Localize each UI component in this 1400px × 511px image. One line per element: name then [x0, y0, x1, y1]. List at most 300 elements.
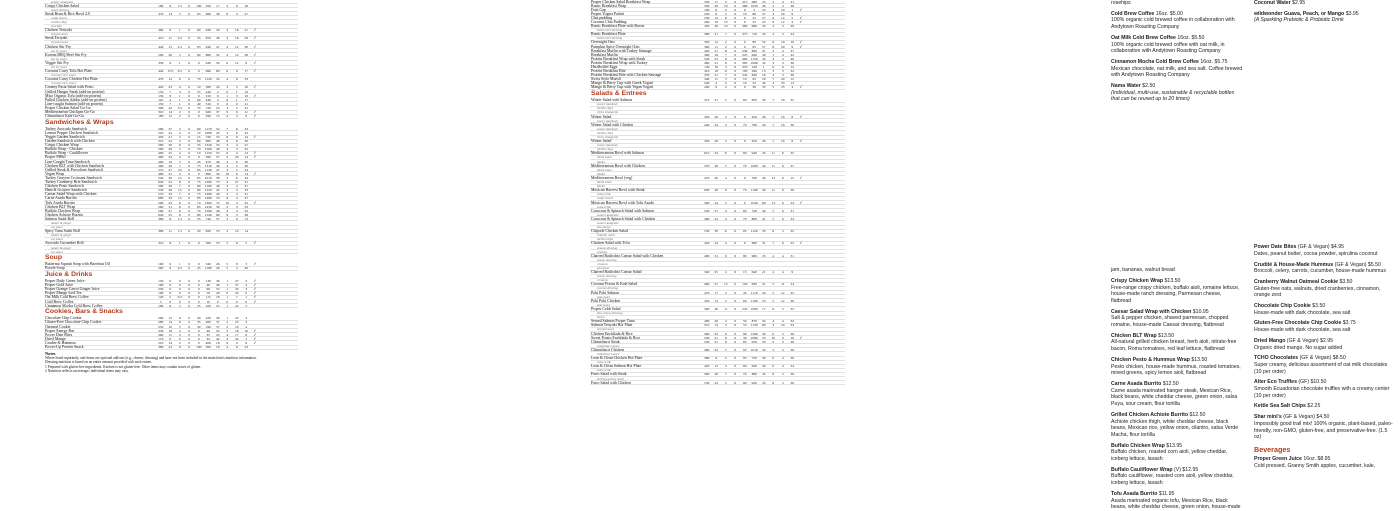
- nutrient-value: 140: [704, 65, 710, 69]
- nutrient-value: 25: [762, 19, 766, 24]
- nutrient-value: 8: [178, 212, 181, 217]
- item-name: Butternut Squash Soup with Hazelnut Oil: [45, 262, 110, 267]
- nutrient-value: 23: [762, 253, 766, 258]
- nutrient-value: 5: [226, 241, 229, 246]
- nutrient-value: 7: [178, 184, 181, 189]
- nutrient-value: 3: [724, 65, 727, 69]
- item-name: Coconut Curry Chicken Hot Plate: [45, 77, 98, 82]
- nutrient-value: 1120: [204, 77, 212, 82]
- nutrient-value: 34: [235, 336, 239, 341]
- vegan-check: ✓: [253, 299, 257, 304]
- nutrient-value: 48: [216, 208, 220, 213]
- nutrient-value: 4: [791, 19, 794, 24]
- nutrient-value: 6: [715, 85, 718, 90]
- nutrient-value: 2: [724, 298, 727, 303]
- nutrient-value: 430: [205, 97, 211, 102]
- nutrient-value: 22: [790, 52, 794, 57]
- nutrient-value: 7: [235, 295, 238, 300]
- section-heading: Soup: [45, 254, 62, 262]
- nutrient-value: 480: [704, 347, 710, 352]
- nutrient-value: 7: [226, 126, 229, 131]
- nutrient-value: 1: [245, 336, 248, 341]
- nutrient-value: 53: [216, 135, 220, 139]
- nutrient-value: 18: [714, 69, 718, 74]
- nutrient-value: 22: [168, 180, 172, 185]
- nutrient-value: 3: [226, 208, 229, 213]
- nutrient-value: 10: [206, 291, 210, 296]
- item-description: Broccoli, celery, carrots, cucumber, house-made hummus: [1254, 268, 1386, 275]
- nutrient-value: 5: [772, 339, 775, 344]
- nutrient-value: 0: [734, 98, 737, 103]
- nutrient-value: 0: [188, 212, 191, 217]
- nutrient-value: 15.5: [167, 69, 174, 74]
- nutrient-value: 2: [178, 332, 181, 337]
- nutrient-value: 0: [197, 69, 200, 74]
- menu-item-title: [1254, 11, 1394, 18]
- item-name: savory hazelnuts: [597, 102, 618, 107]
- nutrient-value: 380: [742, 3, 748, 8]
- nutrient-value: 4: [781, 3, 784, 8]
- nutrient-value: 0: [188, 36, 191, 41]
- nutrient-value: 0: [743, 114, 746, 119]
- nutrient-value: 4: [226, 77, 229, 82]
- nutrient-value: 31: [168, 204, 172, 209]
- nutrient-value: 11: [771, 151, 775, 156]
- nutrient-value: 36: [790, 372, 794, 377]
- item-name: Chimichurri Chicken: [591, 347, 624, 352]
- nutrient-value: 0: [734, 69, 737, 74]
- nutrient-value: 0: [169, 336, 172, 341]
- menu-item: [1111, 467, 1243, 487]
- nutrient-value: 8: [226, 11, 229, 16]
- nutrient-value: 34: [714, 151, 718, 156]
- nutrient-value: 35: [790, 306, 794, 311]
- nutrient-value: 31: [244, 180, 248, 185]
- nutrient-value: 70: [743, 163, 747, 168]
- notes-block: [44, 350, 298, 374]
- vegan-check: ✓: [799, 139, 803, 144]
- menu-item: [1111, 35, 1243, 55]
- nutrient-value: 0: [734, 73, 737, 78]
- nutrient-value: 85: [743, 229, 747, 234]
- nutrient-value: 2: [772, 24, 775, 29]
- nutrient-value: 27: [168, 126, 172, 131]
- nutrient-value: 590: [158, 147, 164, 152]
- nutrient-value: 9: [169, 241, 172, 246]
- item-name: parmesan: [597, 266, 610, 270]
- nutrient-value: 13: [714, 298, 718, 303]
- nutrient-value: 27: [244, 28, 248, 33]
- nutrient-value: 1280: [204, 192, 212, 197]
- nutrient-value: 0: [188, 28, 191, 33]
- nutrient-value: 0: [734, 188, 737, 193]
- nutrient-value: 33: [781, 81, 785, 86]
- nutrient-value: 0: [197, 287, 200, 292]
- nutrient-value: 390: [704, 356, 710, 361]
- nutrient-value: 24: [235, 291, 239, 296]
- nutrient-value: 5: [178, 52, 181, 57]
- nutrient-value: 24: [790, 200, 794, 205]
- nutrient-value: 56: [762, 188, 766, 193]
- vegan-check: ✓: [253, 332, 257, 337]
- nutrient-value: 0: [188, 110, 191, 115]
- nutrient-value: 11: [724, 306, 728, 311]
- menu-item-title: [1254, 279, 1394, 286]
- item-name: tamari & ginger: [51, 245, 72, 250]
- nutrient-value: 0: [734, 65, 737, 69]
- nutrient-value: 14: [235, 52, 239, 57]
- nutrient-value: 43: [762, 151, 766, 156]
- nutrient-value: 28: [762, 139, 766, 144]
- nutrient-value: 5: [772, 208, 775, 213]
- nutrient-value: 3: [226, 167, 229, 172]
- menu-block-last: [1254, 456, 1394, 469]
- nutrient-value: 400: [742, 56, 748, 61]
- nutrient-value: 6: [169, 28, 172, 33]
- nutrient-value: 12: [714, 40, 718, 45]
- nutrient-value: 21: [168, 171, 172, 176]
- nutrient-value: 40: [197, 316, 201, 321]
- item-name: Chicken BLT Wrap: [45, 204, 76, 209]
- nutrient-value: 0: [734, 282, 737, 287]
- nutrient-value: 6: [772, 331, 775, 336]
- nutrient-value: 940: [205, 44, 211, 49]
- nutrient-value: 47: [216, 44, 220, 49]
- item-name: Charred Radicchio Caesar Salad with Chicken: [591, 253, 664, 258]
- item-name: tahini sauce: [597, 155, 613, 160]
- nutrient-value: 70: [197, 77, 201, 82]
- nutrient-value: 830: [751, 282, 757, 287]
- nutrient-value: 3: [772, 7, 775, 12]
- nutrient-value: 390: [205, 155, 211, 160]
- nutrient-value: 6: [781, 175, 784, 180]
- nutrient-value: 4: [178, 151, 181, 156]
- nutrient-value: 10: [225, 171, 229, 176]
- nutrient-value: 3: [724, 139, 727, 144]
- nutrient-value: 50: [762, 77, 766, 82]
- nutrient-value: 1190: [750, 188, 758, 193]
- nutrient-value: 45: [743, 290, 747, 295]
- nutrient-value: 0: [734, 323, 737, 328]
- vegan-check: ✓: [799, 241, 803, 246]
- nutrient-value: 0: [743, 19, 746, 24]
- nutrient-value: 490: [158, 151, 164, 156]
- item-price: $13.50: [1164, 277, 1181, 284]
- nutrient-value: 1: [178, 262, 181, 267]
- menu-item: [1254, 355, 1394, 375]
- nutrient-value: 6: [216, 93, 219, 98]
- item-name: Cinnamon Mocha Cold Brew Coffee: [45, 303, 103, 308]
- item-name: tortilla chips: [51, 19, 67, 24]
- nutrient-value: 15: [743, 270, 747, 275]
- nutrient-value: 560: [205, 345, 211, 349]
- menu-item: [1254, 456, 1394, 469]
- nutrient-value: 6: [772, 306, 775, 311]
- nutrient-value: 3: [226, 105, 229, 110]
- menu-item: [1254, 244, 1394, 257]
- nutrient-value: 0: [724, 7, 727, 12]
- item-name: Ham & Gruyere Sandwich: [45, 188, 87, 193]
- nutrient-value: 8: [226, 135, 229, 139]
- nutrient-value: 14: [714, 323, 718, 328]
- nutrient-value: 12: [714, 15, 718, 20]
- item-name: Nama Water: [1111, 83, 1141, 90]
- nutrient-value: 8: [724, 56, 727, 61]
- nutrient-value: 32: [244, 130, 248, 135]
- nutrient-value: 15: [790, 175, 794, 180]
- nutrient-value: 31: [714, 253, 718, 258]
- nutrient-value: 5: [772, 290, 775, 295]
- menu-item-title: [1111, 11, 1243, 18]
- nutrient-value: 370: [742, 65, 748, 69]
- nutrient-value: 12: [178, 188, 182, 193]
- vegan-check: ✓: [253, 60, 257, 65]
- nutrient-value: 33: [244, 188, 248, 193]
- nutrient-value: 0: [734, 0, 737, 4]
- nutrient-value: 395: [742, 60, 748, 65]
- vegan-check: ✓: [799, 44, 803, 49]
- nutrient-value: 7: [772, 241, 775, 246]
- item-description: Buffalo cauliflower, roasted corn aioli, yellow cheddar, iceberg lettuce, lavash: [1111, 473, 1234, 487]
- nutrient-value: 3: [245, 320, 248, 325]
- vegan-check: ✓: [253, 336, 257, 341]
- nutrient-value: 21: [168, 135, 172, 139]
- nutrient-value: 510: [704, 98, 710, 103]
- item-name: tortilla chips: [597, 130, 613, 135]
- item-description: 100% organic cold brewed coffee with oat milk, in collaboration with Andytown Roasting Company: [1111, 41, 1225, 55]
- nutrient-value: 220: [205, 316, 211, 321]
- item-price: $3.75: [1342, 320, 1356, 327]
- nutrient-value: 360: [158, 345, 164, 349]
- nutrient-value: 3: [772, 56, 775, 61]
- nutrient-value: 40: [762, 81, 766, 86]
- nutrient-value: 35: [206, 336, 210, 341]
- nutrient-value: 55: [752, 81, 756, 86]
- nutrient-value: 33: [762, 347, 766, 352]
- nutrient-value: 520: [158, 130, 164, 135]
- nutrient-value: 14: [244, 229, 248, 234]
- nutrient-value: 0: [734, 347, 737, 352]
- nutrient-value: 9: [715, 356, 718, 361]
- nutrition-page-left: [44, 0, 298, 500]
- nutrient-value: 36: [244, 163, 248, 168]
- nutrient-value: 5: [226, 155, 229, 160]
- nutrient-value: 7: [772, 114, 775, 119]
- nutrient-value: 18: [168, 328, 172, 333]
- nutrient-value: 520: [704, 56, 710, 61]
- nutrient-value: 360: [704, 52, 710, 57]
- item-description: Super creamy, delicious assortment of oat milk chocolates (10 per order): [1254, 361, 1388, 375]
- nutrient-value: 380: [158, 229, 164, 234]
- nutrient-value: 10: [235, 229, 239, 234]
- menu-item: [1254, 338, 1394, 351]
- nutrient-value: 0: [188, 336, 191, 341]
- nutrient-value: 960: [751, 253, 757, 258]
- nutrient-value: 370: [704, 73, 710, 78]
- nutrient-value: 25: [781, 85, 785, 90]
- nutrient-value: 6: [724, 253, 727, 258]
- nutrient-value: 0: [197, 328, 200, 333]
- nutrient-value: 6: [178, 208, 181, 213]
- vegan-check: ✓: [799, 114, 803, 119]
- nutrient-value: 29: [790, 24, 794, 29]
- item-name: sesame dressing: [597, 245, 618, 250]
- nutrient-value: 0: [188, 291, 191, 296]
- nutrient-value: 0: [188, 200, 191, 205]
- nutrient-value: 0: [188, 216, 191, 221]
- nutrient-value: 23: [244, 345, 248, 349]
- nutrient-value: 8: [724, 15, 727, 20]
- nutrient-value: 6: [772, 356, 775, 361]
- item-name: Chicken Teriyaki: [45, 28, 72, 33]
- nutrient-value: 20: [781, 77, 785, 82]
- nutrient-value: 390: [742, 24, 748, 29]
- nutrient-value: 45: [762, 380, 766, 385]
- item-name: Rustic Breakfast Plate: [591, 32, 626, 37]
- nutrient-value: 3: [772, 323, 775, 328]
- item-name: teriyaki sauce: [51, 32, 69, 37]
- nutrient-value: 0: [188, 266, 191, 271]
- nutrient-value: 310: [205, 93, 211, 98]
- nutrient-value: 620: [205, 110, 211, 115]
- nutrient-value: 12: [790, 77, 794, 82]
- nutrient-value: 310: [704, 69, 710, 74]
- nutrient-value: 440: [704, 122, 710, 127]
- nutrient-value: 35: [197, 320, 201, 325]
- nutrient-value: 6: [235, 175, 238, 180]
- nutrient-value: 3: [724, 77, 727, 82]
- nutrient-value: 29: [762, 122, 766, 127]
- item-name: Proper Gold Juice: [45, 283, 74, 288]
- nutrient-value: 17: [244, 69, 248, 74]
- nutrient-value: 0: [188, 175, 191, 180]
- nutrient-value: 53: [216, 241, 220, 246]
- nutrient-value: 3: [235, 147, 238, 152]
- nutrient-value: 34: [762, 56, 766, 61]
- item-price: $13.50: [1191, 356, 1208, 363]
- nutrient-value: 30: [168, 143, 172, 148]
- nutrient-value: 60: [197, 126, 201, 131]
- nutrient-value: 0: [188, 332, 191, 337]
- nutrient-value: 8: [169, 216, 172, 221]
- nutrient-value: 18: [216, 345, 220, 349]
- nutrient-value: 3: [178, 89, 181, 94]
- nutrient-value: 970: [751, 339, 757, 344]
- nutrient-value: 21: [714, 48, 718, 53]
- nutrient-value: 1430: [204, 204, 212, 209]
- nutrient-value: 6: [772, 364, 775, 369]
- item-name: caesar dressing: [597, 257, 617, 262]
- item-name: Proper Energy Bar: [45, 328, 75, 333]
- nutrient-value: 15: [197, 135, 201, 139]
- nutrient-value: 2: [724, 44, 727, 49]
- nutrient-value: 7: [724, 52, 727, 57]
- nutrient-value: 12: [178, 196, 182, 201]
- nutrient-value: 8: [178, 345, 181, 349]
- item-name: Mediterranean Bowl with Chicken: [591, 163, 645, 168]
- nutrient-value: 190: [205, 324, 211, 329]
- nutrient-value: 690: [751, 0, 757, 4]
- item-name: Oatmeal Cookie: [45, 324, 71, 329]
- menu-block-bottom: [1254, 244, 1394, 441]
- nutrient-value: 10: [197, 200, 201, 205]
- nutrient-value: 4: [724, 208, 727, 213]
- nutrient-value: 33: [168, 192, 172, 197]
- item-name: Overnight Oats: [591, 40, 615, 45]
- item-name: Oat Milk Cold Brew Coffee: [45, 295, 89, 300]
- nutrient-value: 25: [244, 105, 248, 110]
- nutrient-value: 470: [158, 77, 164, 82]
- item-name: Swiss Style Muesli: [591, 77, 621, 82]
- nutrient-value: 10: [743, 81, 747, 86]
- nutrient-value: 0: [188, 192, 191, 197]
- nutrient-value: 57: [216, 216, 220, 221]
- nutrient-value: 3: [781, 347, 784, 352]
- menu-item-title: [1254, 355, 1394, 362]
- nutrient-value: 15: [178, 175, 182, 180]
- nutrient-value: 36: [762, 364, 766, 369]
- item-name: Caesar Salad Wrap with Chicken: [1111, 308, 1192, 315]
- item-name: Chicken Pesto Sandwich: [45, 184, 84, 189]
- nutrient-value: 29: [244, 175, 248, 180]
- nutrient-value: 8: [791, 139, 794, 144]
- vegan-check: ✓: [799, 7, 803, 12]
- nutrient-value: 20: [781, 44, 785, 49]
- item-name: Proper PB&J: [45, 155, 66, 160]
- item-name: Coconut Water: [1254, 0, 1291, 6]
- nutrient-value: 0: [245, 291, 248, 296]
- nutrient-value: 3: [781, 60, 784, 65]
- nutrient-value: 4: [724, 216, 727, 221]
- nutrient-value: 24: [781, 11, 785, 16]
- nutrient-value: 26: [168, 188, 172, 193]
- item-name: Buffalo Chicken Wrap: [45, 208, 81, 213]
- nutrient-value: 0: [772, 65, 775, 69]
- nutrient-value: 370: [158, 11, 164, 16]
- nutrient-value: 2: [216, 89, 219, 94]
- nutrient-value: 0: [226, 291, 229, 296]
- nutrient-value: 570: [704, 163, 710, 168]
- nutrient-value: 24: [714, 122, 718, 127]
- nutrient-value: 31: [790, 253, 794, 258]
- nutrient-value: 0: [734, 253, 737, 258]
- nutrient-value: 18: [235, 328, 239, 333]
- nutrient-value: 9: [178, 180, 181, 185]
- nutrient-value: 13: [244, 216, 248, 221]
- nutrient-value: 75: [197, 163, 201, 168]
- nutrient-value: 0: [743, 200, 746, 205]
- nutrient-value: 16: [781, 139, 785, 144]
- nutrient-value: 13: [790, 81, 794, 86]
- section-heading: Cookies, Bars & Snacks: [45, 308, 123, 316]
- nutrient-value: 33: [790, 323, 794, 328]
- nutrient-value: 1: [226, 316, 229, 321]
- nutrient-value: 15: [168, 44, 172, 49]
- nutrient-value: 23: [168, 85, 172, 90]
- nutrient-value: 0: [197, 60, 200, 65]
- item-name: falafel: [597, 171, 605, 176]
- nutrient-value: 95: [197, 175, 201, 180]
- nutrient-value: 0: [734, 151, 737, 156]
- note-line: Where listed separately, sub-items are optional add-ons (e.g., cheese, dressing) and have not been included in the main item's nutrition information.: [45, 356, 257, 360]
- nutrient-value: 4: [235, 11, 238, 16]
- nutrient-value: 340: [704, 270, 710, 275]
- nutrient-value: 9: [772, 15, 775, 20]
- menu-item: [1254, 414, 1394, 441]
- nutrient-value: 33: [244, 77, 248, 82]
- item-name: Cranberry Walnut Oatmeal Cookie: [1254, 278, 1338, 285]
- nutrient-value: 60: [743, 151, 747, 156]
